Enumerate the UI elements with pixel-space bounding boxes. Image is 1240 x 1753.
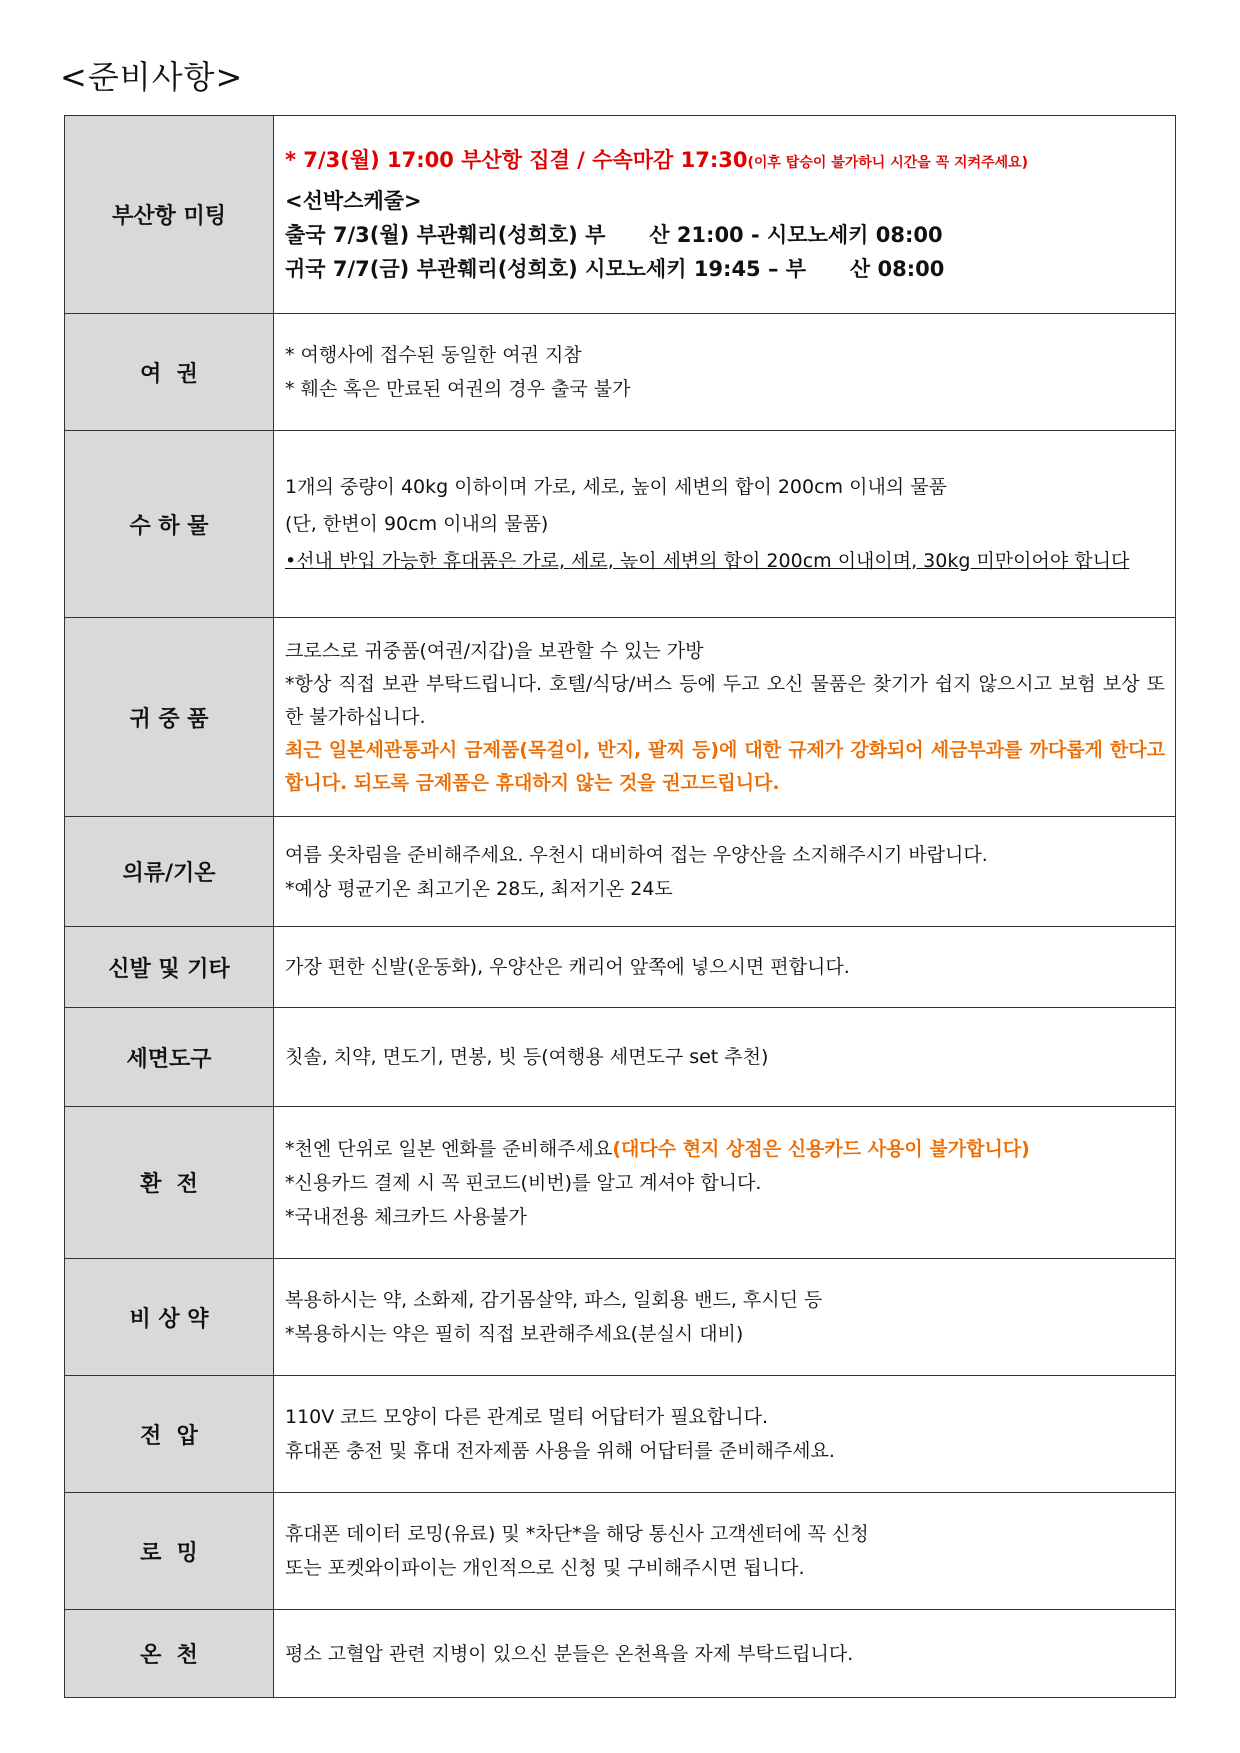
row-label-hotspring: 온 천: [65, 1610, 274, 1698]
clothing-line-1: 여름 옷차림을 준비해주세요. 우천시 대비하여 접는 우양산을 소지해주시기 바랍니다.: [285, 843, 988, 866]
row-content-valuables: [274, 618, 1176, 817]
table-row-roaming: [65, 1493, 1176, 1610]
row-content-medicine: [274, 1259, 1176, 1376]
valuables-gold-warning: 최근 일본세관통과시 금제품(목걸이, 반지, 팔찌 등)에 대한 규제가 강화되어 세금부과를 까다롭게 한다고 합니다. 되도록 금제품은 휴대하지 않는 것을 권고드립니다.: [285, 738, 1165, 794]
exchange-line-2: *신용카드 결제 시 꼭 핀코드(비번)를 알고 계셔야 합니다.: [285, 1171, 762, 1194]
roaming-line-1: 휴대폰 데이터 로밍(유료) 및 *차단*을 해당 통신사 고객센터에 꼭 신청: [285, 1523, 869, 1545]
table-row-clothing: [65, 817, 1176, 927]
row-content-clothing: [274, 817, 1176, 927]
roaming-line-2: 또는 포켓와이파이는 개인적으로 신청 및 구비해주시면 됩니다.: [285, 1557, 805, 1579]
row-label-busan-meeting: 부산항 미팅: [65, 116, 274, 314]
voltage-line-1: 110V 코드 모양이 다른 관계로 멀티 어답터가 필요합니다.: [285, 1406, 769, 1428]
clothing-line-2: *예상 평균기온 최고기온 28도, 최저기온 24도: [285, 877, 673, 900]
valuables-line-1: 크로스로 귀중품(여권/지갑)을 보관할 수 있는 가방: [285, 639, 704, 662]
table-row-baggage: [65, 431, 1176, 618]
row-label-roaming: 로 밍: [65, 1493, 274, 1610]
preparation-table: [64, 115, 1176, 1698]
meeting-main-text: * 7/3(월) 17:00 부산항 집결 / 수속마감 17:30: [285, 148, 748, 172]
ship-schedule-depart: 출국 7/3(월) 부관훼리(성희호) 부 산 21:00 - 시모노세키 08:00: [285, 223, 943, 247]
row-content-roaming: [274, 1493, 1176, 1610]
row-content-passport: [274, 314, 1176, 431]
row-label-voltage: 전 압: [65, 1376, 274, 1493]
row-label-medicine: 비 상 약: [65, 1259, 274, 1376]
baggage-carryon-rule: •선내 반입 가능한 휴대품은 가로, 세로, 높이 세변의 합이 200cm 이내이며, 30kg 미만이어야 합니다: [285, 549, 1130, 572]
baggage-line-2: (단, 한변이 90cm 이내의 물품): [285, 512, 549, 535]
ship-schedule-return: 귀국 7/7(금) 부관훼리(성희호) 시모노세키 19:45 – 부 산 08:00: [285, 257, 945, 281]
row-label-shoes: 신발 및 기타: [65, 927, 274, 1008]
table-row-busan-meeting: [65, 116, 1176, 314]
exchange-line-3: *국내전용 체크카드 사용불가: [285, 1205, 527, 1228]
table-row-toiletries: [65, 1008, 1176, 1107]
row-content-hotspring: [274, 1610, 1176, 1698]
table-row-passport: [65, 314, 1176, 431]
row-label-exchange: 환 전: [65, 1107, 274, 1259]
table-row-voltage: [65, 1376, 1176, 1493]
medicine-line-2: *복용하시는 약은 필히 직접 보관해주세요(분실시 대비): [285, 1323, 744, 1345]
ship-schedule-title: <선박스케줄>: [285, 189, 422, 213]
row-label-valuables: 귀 중 품: [65, 618, 274, 817]
passport-line-1: * 여행사에 접수된 동일한 여권 지참: [285, 344, 582, 366]
page-title: <준비사항>: [60, 58, 244, 96]
row-label-passport: 여 권: [65, 314, 274, 431]
row-content-shoes: [274, 927, 1176, 1008]
hotspring-line-1: 평소 고혈압 관련 지병이 있으신 분들은 온천욕을 자제 부탁드립니다.: [285, 1642, 854, 1665]
medicine-line-1: 복용하시는 약, 소화제, 감기몸살약, 파스, 일회용 밴드, 후시딘 등: [285, 1289, 823, 1311]
table-row-hotspring: [65, 1610, 1176, 1698]
meeting-note-text: (이후 탑승이 불가하니 시간을 꼭 지켜주세요): [747, 155, 1029, 171]
table-row-shoes: [65, 927, 1176, 1008]
voltage-line-2: 휴대폰 충전 및 휴대 전자제품 사용을 위해 어답터를 준비해주세요.: [285, 1440, 835, 1462]
valuables-line-2: *항상 직접 보관 부탁드립니다. 호텔/식당/버스 등에 두고 오신 물품은 찾기가 쉽지 않으시고 보험 보상 또한 불가하십니다.: [285, 672, 1165, 728]
toiletries-line-1: 칫솔, 치약, 면도기, 면봉, 빗 등(여행용 세면도구 set 추천): [285, 1046, 769, 1068]
row-content-exchange: [274, 1107, 1176, 1259]
exchange-line-1: *천엔 단위로 일본 엔화를 준비해주세요: [285, 1137, 613, 1160]
passport-line-2: * 훼손 혹은 만료된 여권의 경우 출국 불가: [285, 378, 631, 400]
row-label-toiletries: 세면도구: [65, 1008, 274, 1107]
row-content-voltage: [274, 1376, 1176, 1493]
table-row-exchange: [65, 1107, 1176, 1259]
row-label-clothing: 의류/기온: [65, 817, 274, 927]
row-content-toiletries: [274, 1008, 1176, 1107]
row-label-baggage: 수 하 물: [65, 431, 274, 618]
row-content-busan-meeting: [274, 116, 1176, 314]
exchange-card-warning: (대다수 현지 상점은 신용카드 사용이 불가합니다): [612, 1137, 1030, 1160]
row-content-baggage: [274, 431, 1176, 618]
table-row-valuables: [65, 618, 1176, 817]
table-row-medicine: [65, 1259, 1176, 1376]
baggage-line-1: 1개의 중량이 40kg 이하이며 가로, 세로, 높이 세변의 합이 200cm 이내의 물품: [285, 475, 947, 498]
shoes-line-1: 가장 편한 신발(운동화), 우양산은 캐리어 앞쪽에 넣으시면 편합니다.: [285, 956, 850, 978]
